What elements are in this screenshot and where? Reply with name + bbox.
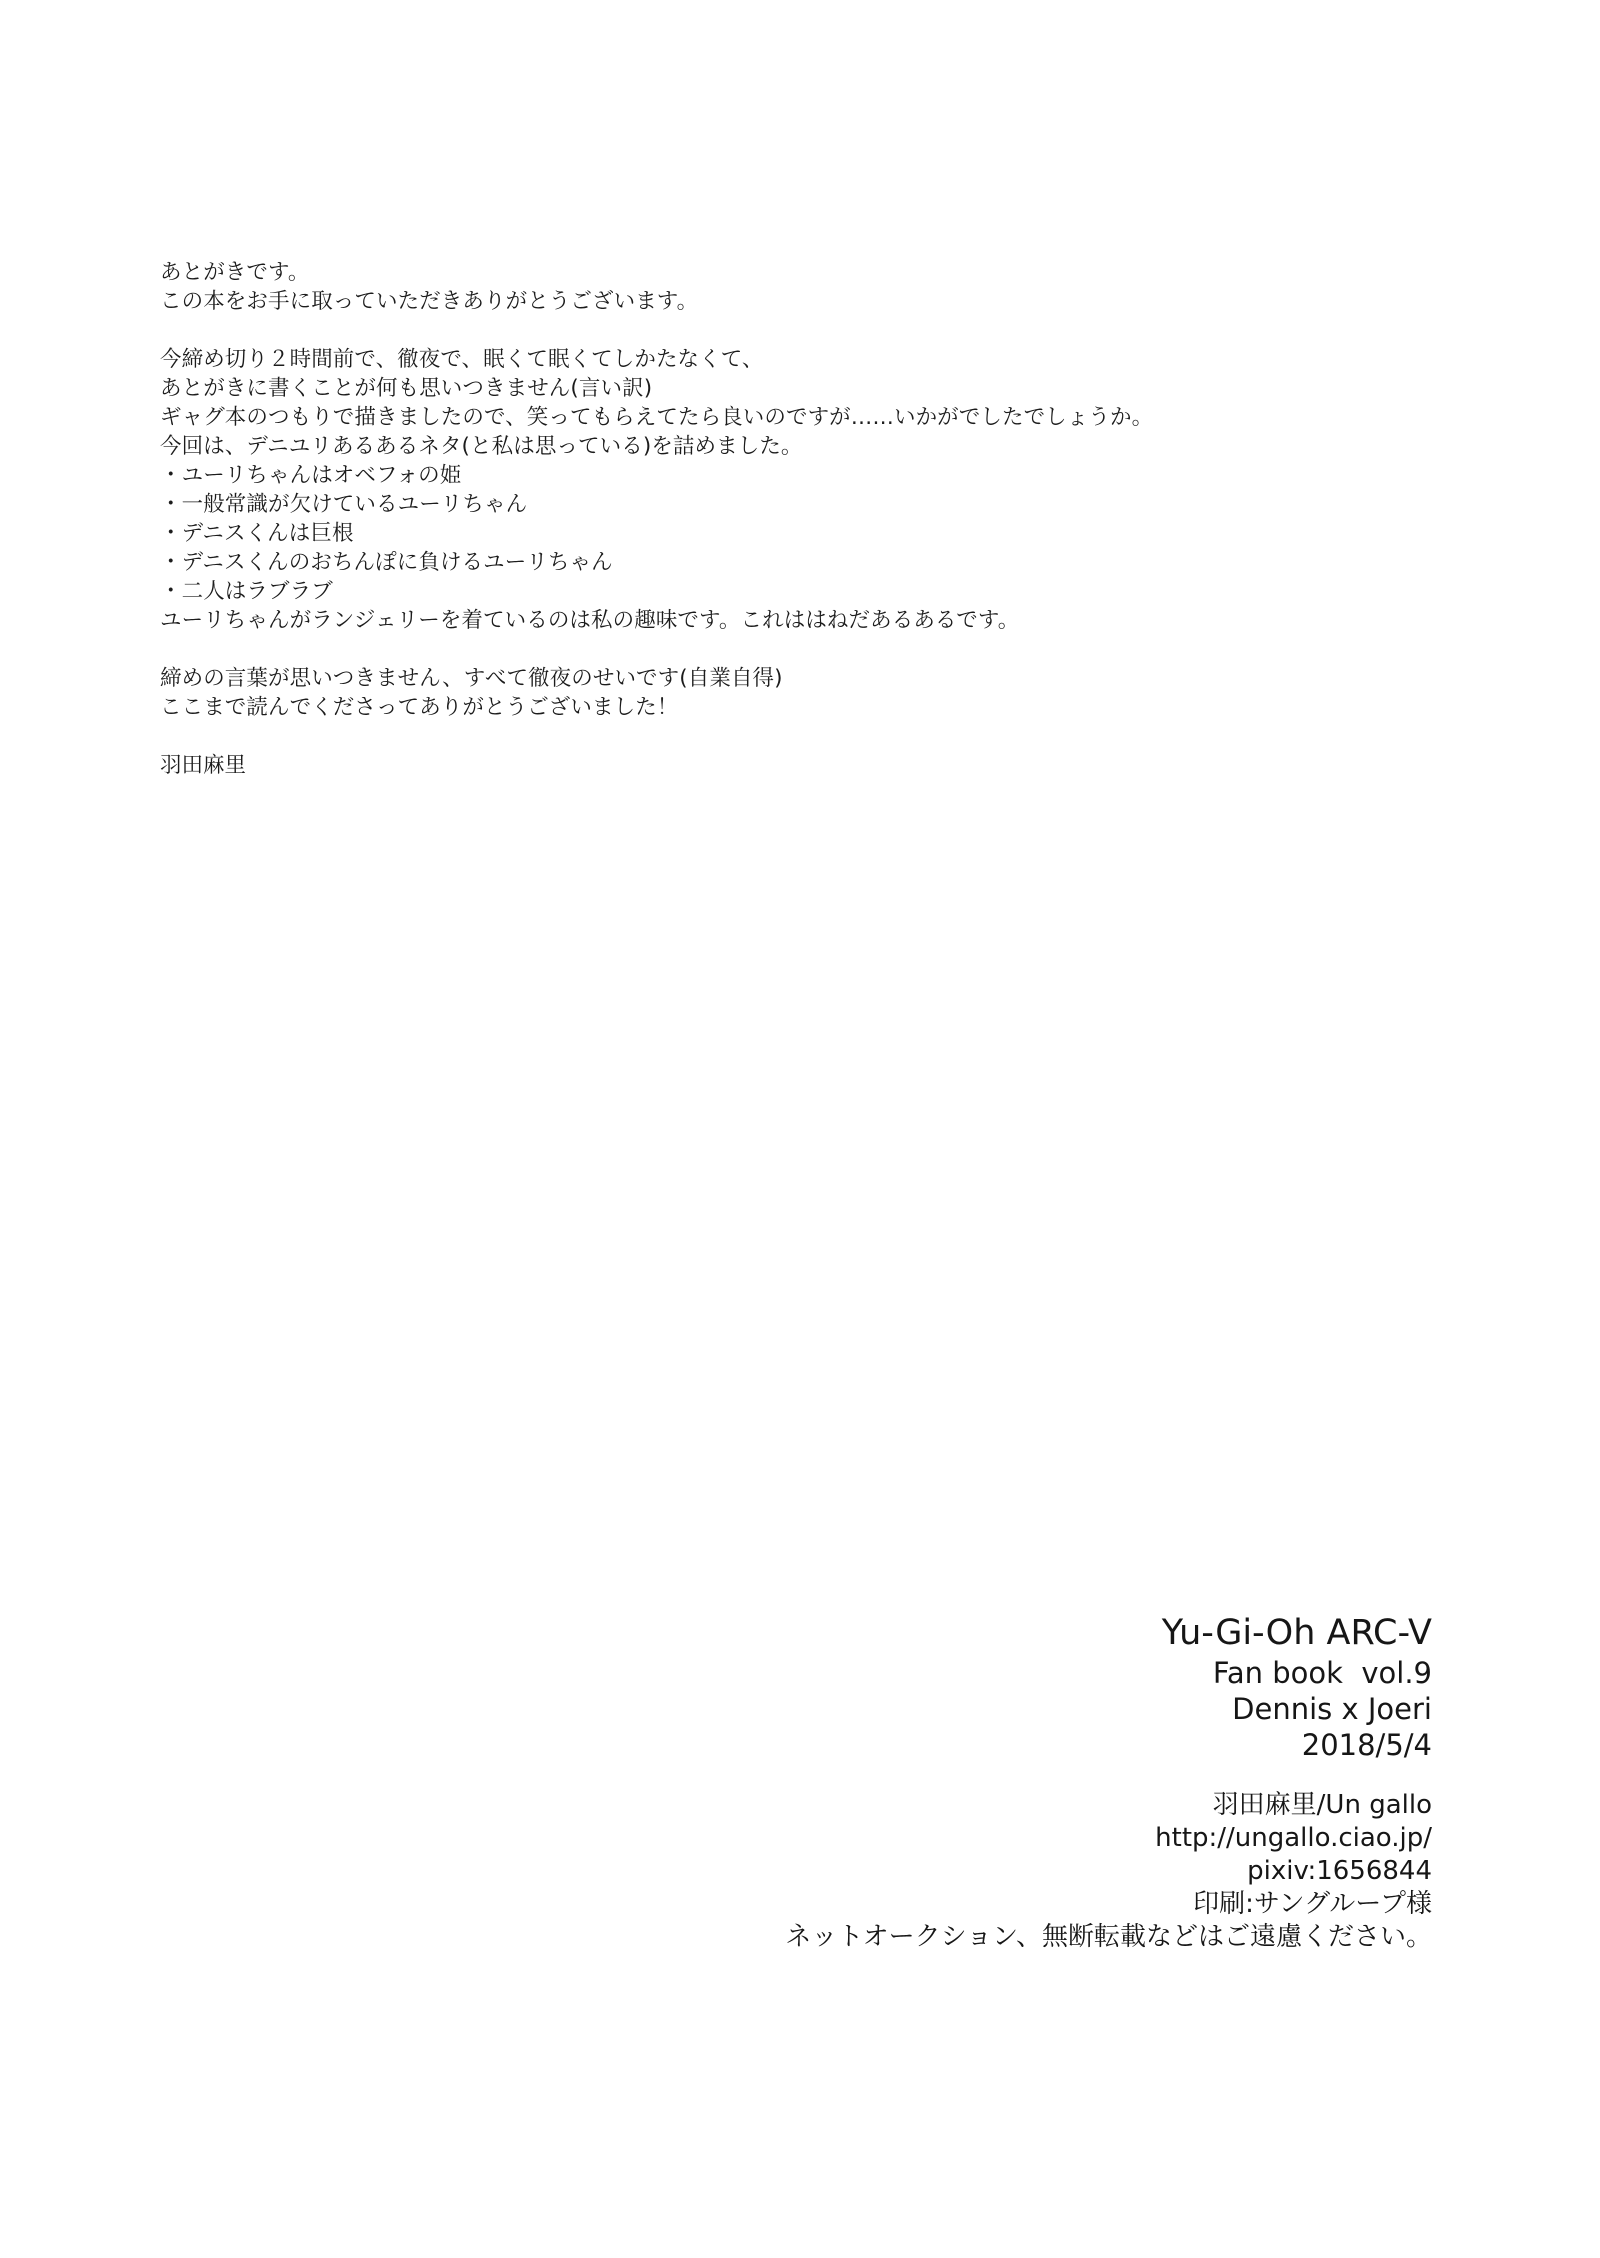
afterword-bullet: ・二人はラブラブ: [160, 579, 333, 604]
afterword-line: あとがきです。: [160, 260, 310, 285]
afterword-line: ここまで読んでくださってありがとうございました！: [160, 695, 679, 720]
afterword-line: 今締め切り２時間前で、徹夜で、眠くて眠くてしかたなくて、: [160, 347, 764, 372]
afterword-bullet: ・デニスくんは巨根: [160, 521, 354, 546]
afterword-line: あとがきに書くことが何も思いつきません(言い訳): [160, 376, 653, 401]
colophon-pixiv-id: pixiv:1656844: [1247, 1856, 1432, 1886]
colophon-date: 2018/5/4: [1301, 1728, 1432, 1762]
colophon-spacer: [785, 1763, 1432, 1789]
afterword-line: この本をお手に取っていただきありがとうございます。: [160, 289, 699, 314]
afterword-block: [160, 258, 1340, 780]
afterword-line: ユーリちゃんがランジェリーを着ているのは私の趣味です。これははねだあるあるです。: [160, 608, 1020, 633]
colophon-pairing: Dennis x Joeri: [1232, 1692, 1432, 1726]
colophon-website: http://ungallo.ciao.jp/: [1155, 1823, 1432, 1853]
colophon-notice: ネットオークション、無断転載などはご遠慮ください。: [785, 1922, 1432, 1952]
colophon-author: 羽田麻里/Un gallo: [1212, 1790, 1432, 1820]
afterword-spacer: [160, 316, 1340, 345]
afterword-spacer: [160, 635, 1340, 664]
afterword-line: 締めの言葉が思いつきません、すべて徹夜のせいです(自業自得): [160, 666, 783, 691]
colophon-title: Yu-Gi-Oh ARC-V: [1161, 1613, 1432, 1653]
afterword-spacer: [160, 722, 1340, 751]
afterword-bullet: ・デニスくんのおちんぽに負けるユーリちゃん: [160, 550, 613, 575]
colophon-printer: 印刷:サングループ様: [1193, 1889, 1432, 1919]
afterword-line: 今回は、デニユリあるあるネタ(と私は思っている)を詰めました。: [160, 434, 803, 459]
colophon-block: [785, 1612, 1432, 1954]
afterword-bullet: ・一般常識が欠けているユーリちゃん: [160, 492, 528, 517]
colophon-subtitle: Fan book vol.9: [1212, 1656, 1432, 1690]
afterword-line: ギャグ本のつもりで描きましたので、笑ってもらえてたら良いのですが……いかがでしたでしょうか。: [160, 405, 1154, 430]
afterword-bullet: ・ユーリちゃんはオベフォの姫: [160, 463, 462, 488]
author-signature: 羽田麻里: [160, 753, 247, 778]
